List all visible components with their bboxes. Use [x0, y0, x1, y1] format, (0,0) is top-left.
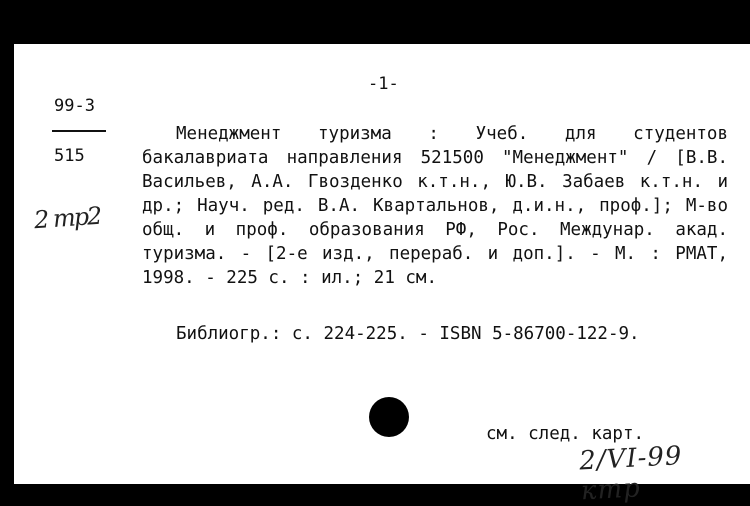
shelf-number: 515: [54, 146, 85, 166]
continued-note: см. след. карт.: [486, 424, 645, 444]
bibliographic-description: Менеджмент туризма : Учеб. для студентов бакалавриата направления 521500 "Менеджмент" / [В.В. Васильев, А.А. Гвозденко к.т.н., Ю.В. Забаев к.т.н. и др.; Науч. ред. В.А. Квартальнов, д.и.н., проф.]; М-во общ. и проф. образования РФ, Рос. Междунар. акад. туризма. - [2-е изд., перераб. и доп.]. - М. : РМАТ, 1998. - 225 с. : ил.; 21 см.: [142, 124, 728, 288]
handwritten-stamp: 2 тр2: [33, 201, 102, 235]
handwritten-date: 2/VI-99 ктр: [578, 441, 684, 506]
shelf-divider: [52, 130, 106, 132]
catalog-card: [14, 44, 750, 506]
card-punch-hole: [369, 397, 409, 437]
bibliography-note: Библиогр.: с. 224-225. - ISBN 5-86700-122-9.: [176, 324, 640, 344]
card-page-number: -1-: [368, 74, 399, 94]
shelf-code: 99-3: [54, 96, 95, 116]
